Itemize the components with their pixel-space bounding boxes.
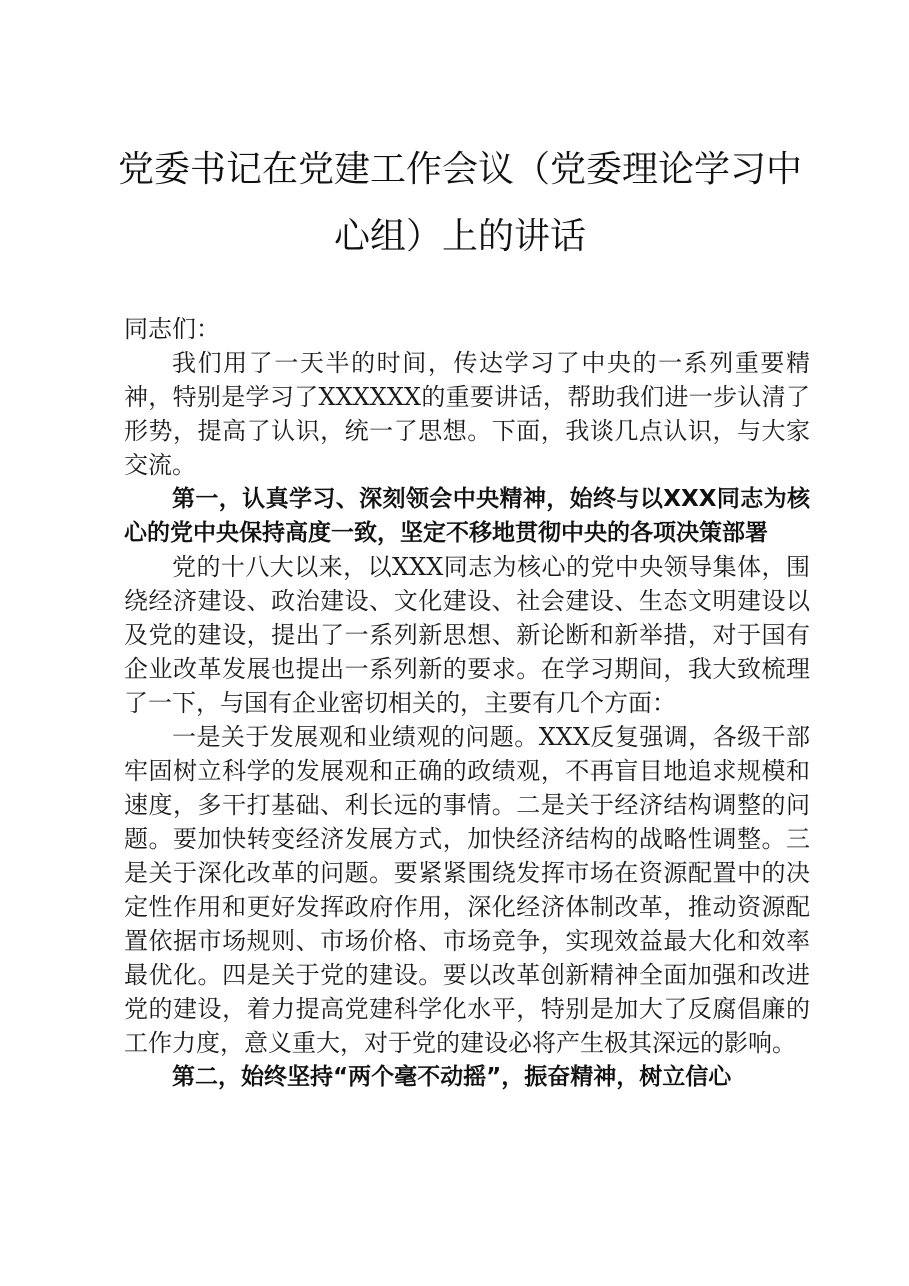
document-title: 党委书记在党建工作会议（党委理论学习中心组）上的讲话 bbox=[117, 149, 802, 257]
document-body bbox=[124, 312, 810, 1094]
section-heading-second: 第二，始终坚持“两个毫不动摇”，振奋精神，树立信心 bbox=[172, 1064, 732, 1090]
paragraph-since-18th-congress: 党的十八大以来，以XXX同志为核心的党中央领导集体，围绕经济建设、政治建设、文化建设、社会建设、生态文明建设以及党的建设，提出了一系列新思想、新论断和新举措，对于国有企业改革发展也提出一系列新的要求。在学习期间，我大致梳理了一下，与国有企业密切相关的，主要有几个方面： bbox=[124, 553, 810, 717]
section-heading-first: 第一，认真学习、深刻领会中央精神，始终与以XXX同志为核心的党中央保持高度一致，坚定不移地贯彻中央的各项决策部署 bbox=[124, 486, 810, 546]
paragraph-intro: 我们用了一天半的时间，传达学习了中央的一系列重要精神，特别是学习了XXXXXX的重要讲话，帮助我们进一步认清了形势，提高了认识，统一了思想。下面，我谈几点认识，与大家交流。 bbox=[124, 349, 810, 479]
salutation: 同志们： bbox=[124, 315, 220, 343]
paragraph-four-aspects: 一是关于发展观和业绩观的问题。XXX反复强调，各级干部牢固树立科学的发展观和正确的政绩观，不再盲目地追求规模和速度，多干打基础、利长远的事情。二是关于经济结构调整的问题。要加快转变经济发展方式，加快经济结构的战略性调整。三是关于深化改革的问题。要紧紧围绕发挥市场在资源配置中的决定性作用和更好发挥政府作用，深化经济体制改革，推动资源配置依据市场规则、市场价格、市场竞争，实现效益最大化和效率最优化。四是关于党的建设。要以改革创新精神全面加强和改进党的建设，着力提高党建科学化水平，特别是加大了反腐倡廉的工作力度，意义重大，对于党的建设必将产生极其深远的影响。 bbox=[124, 723, 810, 1057]
